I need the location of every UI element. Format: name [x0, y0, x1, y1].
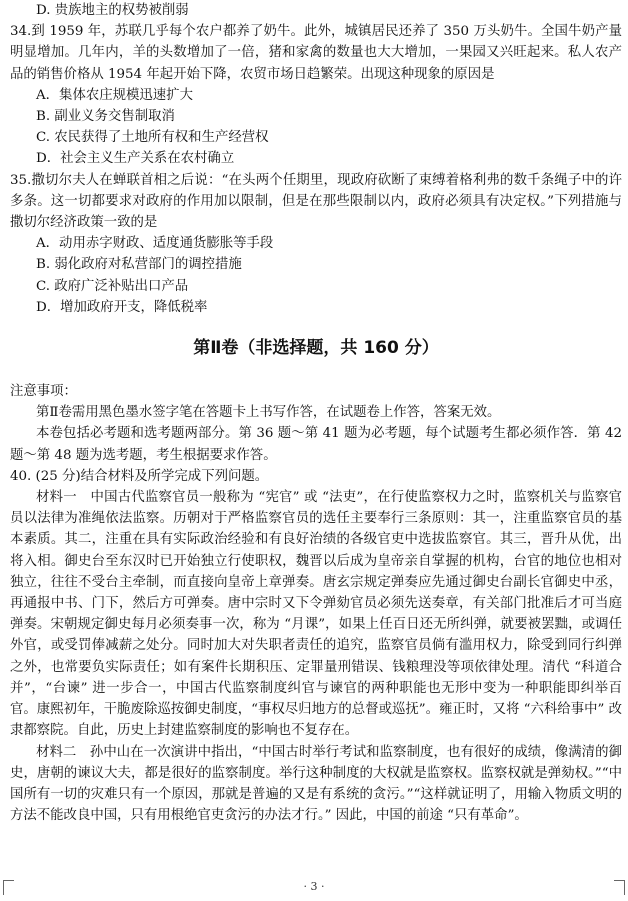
q35-option-b: B. 弱化政府对私营部门的调控措施 [36, 257, 242, 273]
q40-material-1: 材料一 中国古代监察官员一般称为 “宪官” 或 “法吏”，在行使监察权力之时，监察机关与监察官员以法律为准绳依法监察。历朝对于严格监察官员的选任主要奉行三条原则：其一，注重监察官员的基本素质。其二，注重在具有实际政治经验和有良好治绩的各级官吏中选拔监察官。其三，晋升从优，出将入相。御史台至东汉时已开始独立行使职权，魏晋以后成为皇帝亲自掌握的机构，台官的地位也相对独立，往往不受台主牵制，而直接向皇帝上章弹奏。唐玄宗规定弹奏应先通过御史台副长官御史中丞，再通报中书、门下，然后方可弹奏。唐中宗时又下令弹劾官员必须先送奏章，有关部门批准后才可当庭弹奏。宋朝规定御史每月必须奏事一次，称为 “月课”，如果上任百日还无所纠弹，就要被罢黜，或调任外官，或受罚俸减薪之处分。同时加大对失职者责任的追究，监察官员倘有滥用权力，除受到同行纠弹之外，也常要负实际责任；如有案件长期积压、定罪量刑错误、钱粮理没等项依律处理。清代 “科道合并”，“台谏” 进一步合一，中国古代监察制度纠官与谏官的两种职能也无形中变为一种职能即纠举百官。康熙初年，干脆废除巡按御史制度，“事权尽归地方的总督或巡抚”。雍正时，又将 “六科给事中” 改隶都察院。自此，历史上封建监察制度的影响也不复存在。 [10, 490, 622, 739]
notice-line-2: 本卷包括必考题和选考题两部分。第 36 题～第 41 题为必考题，每个试题考生都必须作答．第 42 题～第 48 题为选考题，考生根据要求作答。 [10, 426, 622, 463]
q34-option-b: B. 副业义务交售制取消 [36, 109, 175, 125]
q34-stem: 34.到 1959 年，苏联几乎每个农户都养了奶牛。此外，城镇居民还养了 350 万头奶牛。全国牛奶产量明显增加。几年内，羊的头数增加了一倍，猪和家禽的数量也大大增加，一果园又兴旺起来。私人农产品的销售价格从 1954 年起开始下降，农贸市场日趋繁荣。出现这种现象的原因是 [10, 24, 622, 82]
page-number: · 3 · [303, 880, 325, 893]
q35-stem: 35.撒切尔夫人在蝉联首相之后说：“在头两个任期里，现政府砍断了束缚着格利弗的数千条绳子中的许多条。这一切都要求对政府的作用加以限制，但是在那些限制以内，政府必须具有决定权。”下列措施与撒切尔经济政策一致的是 [10, 172, 622, 231]
exam-page [10, 0, 622, 826]
q35-option-a: A．动用赤字财政、适度通货膨胀等手段 [36, 236, 274, 252]
notice-line-1: 第Ⅱ卷需用黑色墨水签字笔在答题卡上书写作答，在试题卷上作答，答案无效。 [36, 405, 501, 421]
notice-heading: 注意事项： [10, 384, 77, 400]
q34-option-a: A．集体农庄规模迅速扩大 [36, 87, 193, 103]
q35-option-d: D．增加政府开支，降低税率 [36, 299, 208, 315]
q34-option-d: D．社会主义生产关系在农村确立 [36, 151, 235, 167]
q34-option-c: C. 农民获得了土地所有权和生产经营权 [36, 130, 269, 146]
section-title: 第Ⅱ卷（非选择题，共 160 分） [193, 338, 439, 359]
q33-option-d: D. 贵族地主的权势被削弱 [36, 3, 189, 18]
q40-stem: 40. (25 分)结合材料及所学完成下列问题。 [10, 468, 269, 484]
q35-option-c: C. 政府广泛补贴出口产品 [36, 278, 189, 294]
q40-material-2: 材料二 孙中山在一次演讲中指出，“中国古时举行考试和监察制度，也有很好的成绩，像满清的御史，唐朝的谏议大夫，都是很好的监察制度。举行这种制度的大权就是监察权。监察权就是弹劾权。”“中国所有一切的灾难只有一个原因，那就是普遍的又是有系统的贪污。”“这样就证明了，用输入物质文明的方法不能改良中国，只有用根绝官吏贪污的办法才行。” 因此，中国的前途 “只有革命”。 [10, 744, 622, 824]
